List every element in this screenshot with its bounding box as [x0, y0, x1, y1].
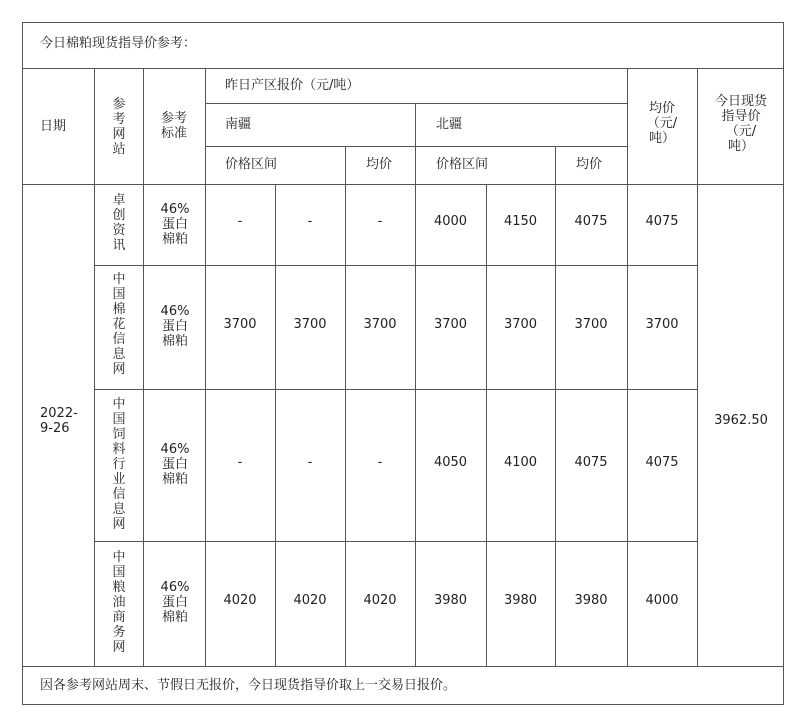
rule-below-yesterday-header [205, 103, 627, 104]
north-avg-cell: 4075 [574, 455, 608, 470]
col-rule-site [143, 68, 144, 666]
north-low-cell: 4050 [433, 455, 468, 470]
header-date: 日期 [40, 119, 67, 134]
avg-cell: 4075 [645, 455, 679, 470]
footnote: 因各参考网站周末、节假日无报价，今日现货指导价取上一交易日报价。 [40, 678, 457, 693]
site-name: 卓创资讯 [112, 193, 126, 253]
header-north-range: 价格区间 [436, 157, 489, 172]
header-south-avg: 均价 [366, 157, 393, 172]
north-high-cell: 3980 [503, 593, 538, 608]
date-cell: 2022- 9-26 [40, 406, 78, 436]
today-price-value: 3962.50 [714, 413, 768, 428]
south-avg-cell: - [377, 455, 383, 470]
col-rule-avg [627, 68, 628, 666]
header-yesterday-quote: 昨日产区报价（元/吨） [225, 78, 360, 93]
south-avg-cell: 4020 [363, 593, 397, 608]
header-north-avg: 均价 [576, 157, 603, 172]
north-low-cell: 4000 [433, 214, 468, 229]
header-south: 南疆 [225, 117, 252, 132]
header-avg-unit: 均价 （元/ 吨） [646, 101, 678, 146]
south-low-cell: - [237, 214, 243, 229]
standard-cell: 46% 蛋白 棉粕 [160, 442, 190, 487]
rule-row-1 [94, 265, 697, 266]
rule-row-2 [94, 389, 697, 390]
rule-row-3 [94, 541, 697, 542]
header-south-range: 价格区间 [225, 157, 278, 172]
south-high-cell: 4020 [293, 593, 327, 608]
north-high-cell: 4150 [503, 214, 538, 229]
standard-cell: 46% 蛋白 棉粕 [160, 580, 190, 625]
south-low-cell: - [237, 455, 243, 470]
standard-cell: 46% 蛋白 棉粕 [160, 304, 190, 349]
north-avg-cell: 3700 [574, 317, 608, 332]
south-avg-cell: 3700 [363, 317, 397, 332]
col-rule-standard [205, 68, 206, 666]
rule-below-title [22, 68, 784, 69]
south-high-cell: - [307, 455, 313, 470]
avg-cell: 4075 [645, 214, 679, 229]
north-avg-cell: 4075 [574, 214, 608, 229]
rule-above-footnote [22, 666, 784, 667]
north-low-cell: 3700 [433, 317, 468, 332]
north-high-cell: 3700 [503, 317, 538, 332]
rule-below-header [22, 184, 784, 185]
col-rule-today [697, 68, 698, 666]
north-high-cell: 4100 [503, 455, 538, 470]
standard-cell: 46% 蛋白 棉粕 [160, 202, 190, 247]
rule-below-region-header [205, 146, 627, 147]
north-avg-cell: 3980 [574, 593, 608, 608]
north-low-cell: 3980 [433, 593, 468, 608]
south-high-cell: 3700 [293, 317, 327, 332]
avg-cell: 4000 [645, 593, 679, 608]
site-name: 中国粮油商务网 [112, 550, 126, 655]
table-title: 今日棉粕现货指导价参考： [40, 36, 197, 51]
south-avg-cell: - [377, 214, 383, 229]
south-low-cell: 4020 [223, 593, 257, 608]
header-north: 北疆 [436, 117, 463, 132]
header-today-price: 今日现货 指导价 （元/ 吨） [714, 94, 767, 154]
header-standard: 参考 标准 [160, 111, 187, 141]
col-rule-south-north [415, 103, 416, 666]
col-rule-date [94, 68, 95, 666]
south-high-cell: - [307, 214, 313, 229]
site-name: 中国棉花信息网 [112, 272, 126, 377]
header-site: 参考网站 [112, 97, 126, 157]
site-name: 中国饲料行业信息网 [112, 397, 126, 532]
south-low-cell: 3700 [223, 317, 257, 332]
avg-cell: 3700 [645, 317, 679, 332]
